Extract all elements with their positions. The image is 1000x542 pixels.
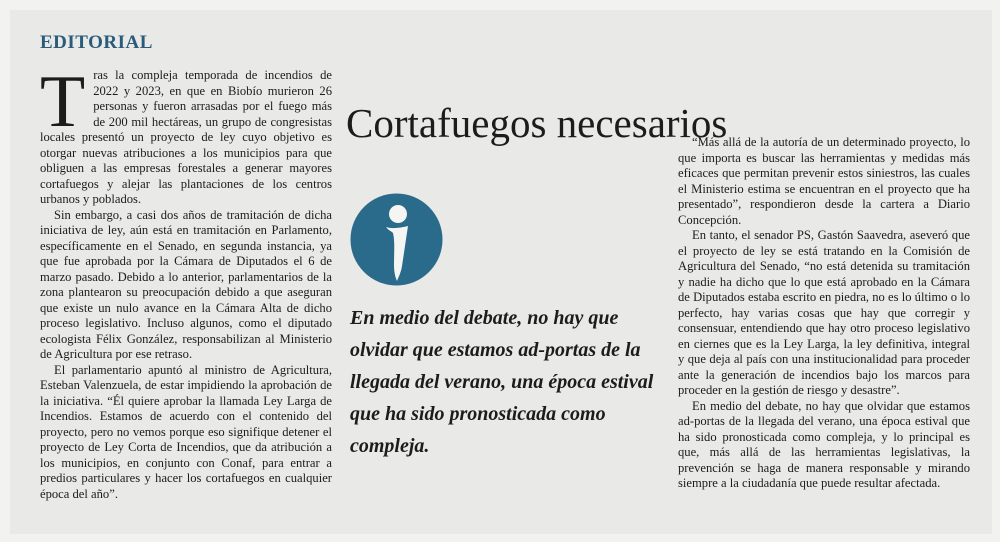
paragraph: En tanto, el senador PS, Gastón Saavedra, aseveró que el proyecto de ley se está tratando en la Comisión de Agricultura del Senado, “no está detenida su tramitación y nadie ha dicho que lo que está aprobado en la Cámara de Diputados estaba escrito en piedra, no es lo último o lo perfecto, hay varias cosas que hay que corregir y consensuar, entendiendo que hay otro proceso legislativo en ciernes que es la Ley Larga, la ley definitiva, integral y que deja al país con una institucionalidad para proceder ante la generación de incendios bajo los marcos para proceder en la gestión de riesgo y desastre”. (678, 228, 970, 397)
right-column (678, 135, 970, 492)
paragraph: Sin embargo, a casi dos años de tramitación de dicha iniciativa de ley, aún está en tramitación en Parlamento, específicamente en el Senado, en segunda instancia, ya que fue aprobada por la Cámara de Diputados el 6 de marzo pasado. Debido a lo anterior, parlamentarios de la zona plantearon su preocupación debido a que aseguran que existe un nulo avance en la Cámara Alta de dicho proceso legislativo. Incluso algunos, como el diputado ecologista Félix González, responsabilizan al Ministerio de Agricultura por ese retraso. (40, 207, 332, 361)
headline: Cortafuegos necesarios (346, 100, 728, 147)
paragraph: En medio del debate, no hay que olvidar que estamos ad-portas de la llegada del verano, una época estival que ha sido pronosticada como compleja, y lo principal es que, más allá de las herramientas legislativas, la prevención se haga de manera responsable y mirando siempre a la ciudadanía que puede resultar afectada. (678, 398, 970, 490)
pull-quote: En medio del debate, no hay que olvidar que estamos ad-portas de la llegada del verano, una época estival que ha sido pronosticada como compleja. (350, 307, 654, 457)
info-icon (350, 193, 443, 286)
editorial-page (10, 10, 992, 534)
paragraph (40, 61, 332, 208)
left-column (40, 61, 332, 502)
dropcap: T (40, 61, 86, 143)
section-label: EDITORIAL (40, 32, 153, 53)
paragraph-text: ras la compleja temporada de incendios de 2022 y 2023, en que en Biobío murieron 26 personas y fueron arrasadas por el fuego más de 200 mil hectáreas, un grupo de congresistas locales presentó un proyecto de ley cuyo objetivo es otorgar nuevas atribuciones a los municipios para que obliguen a las empresas forestales a generar mayores cortafuegos y alejar las plantaciones de los centros urbanos y poblados. (40, 68, 332, 206)
paragraph: “Más allá de la autoría de un determinado proyecto, lo que importa es buscar las herramientas y medidas más eficaces que permitan prevenir estos siniestros, las cuales el Ministerio estima se encuentran en el proyecto que ha presentado”, respondieron desde la cartera a Diario Concepción. (678, 135, 970, 227)
paragraph: El parlamentario apuntó al ministro de Agricultura, Esteban Valenzuela, de estar impidiendo la aprobación de la iniciativa. “Él quiere aprobar la llamada Ley Larga de Incendios. Estamos de acuerdo con el contenido del proyecto, pero no vemos porque eso signifique detener el proyecto de Ley Corta de Incendios, que da atribución a los municipios, en conjunto con Conaf, para entrar a predios particulares y hacer los cortafuegos en cualquier época del año”. (40, 362, 332, 501)
